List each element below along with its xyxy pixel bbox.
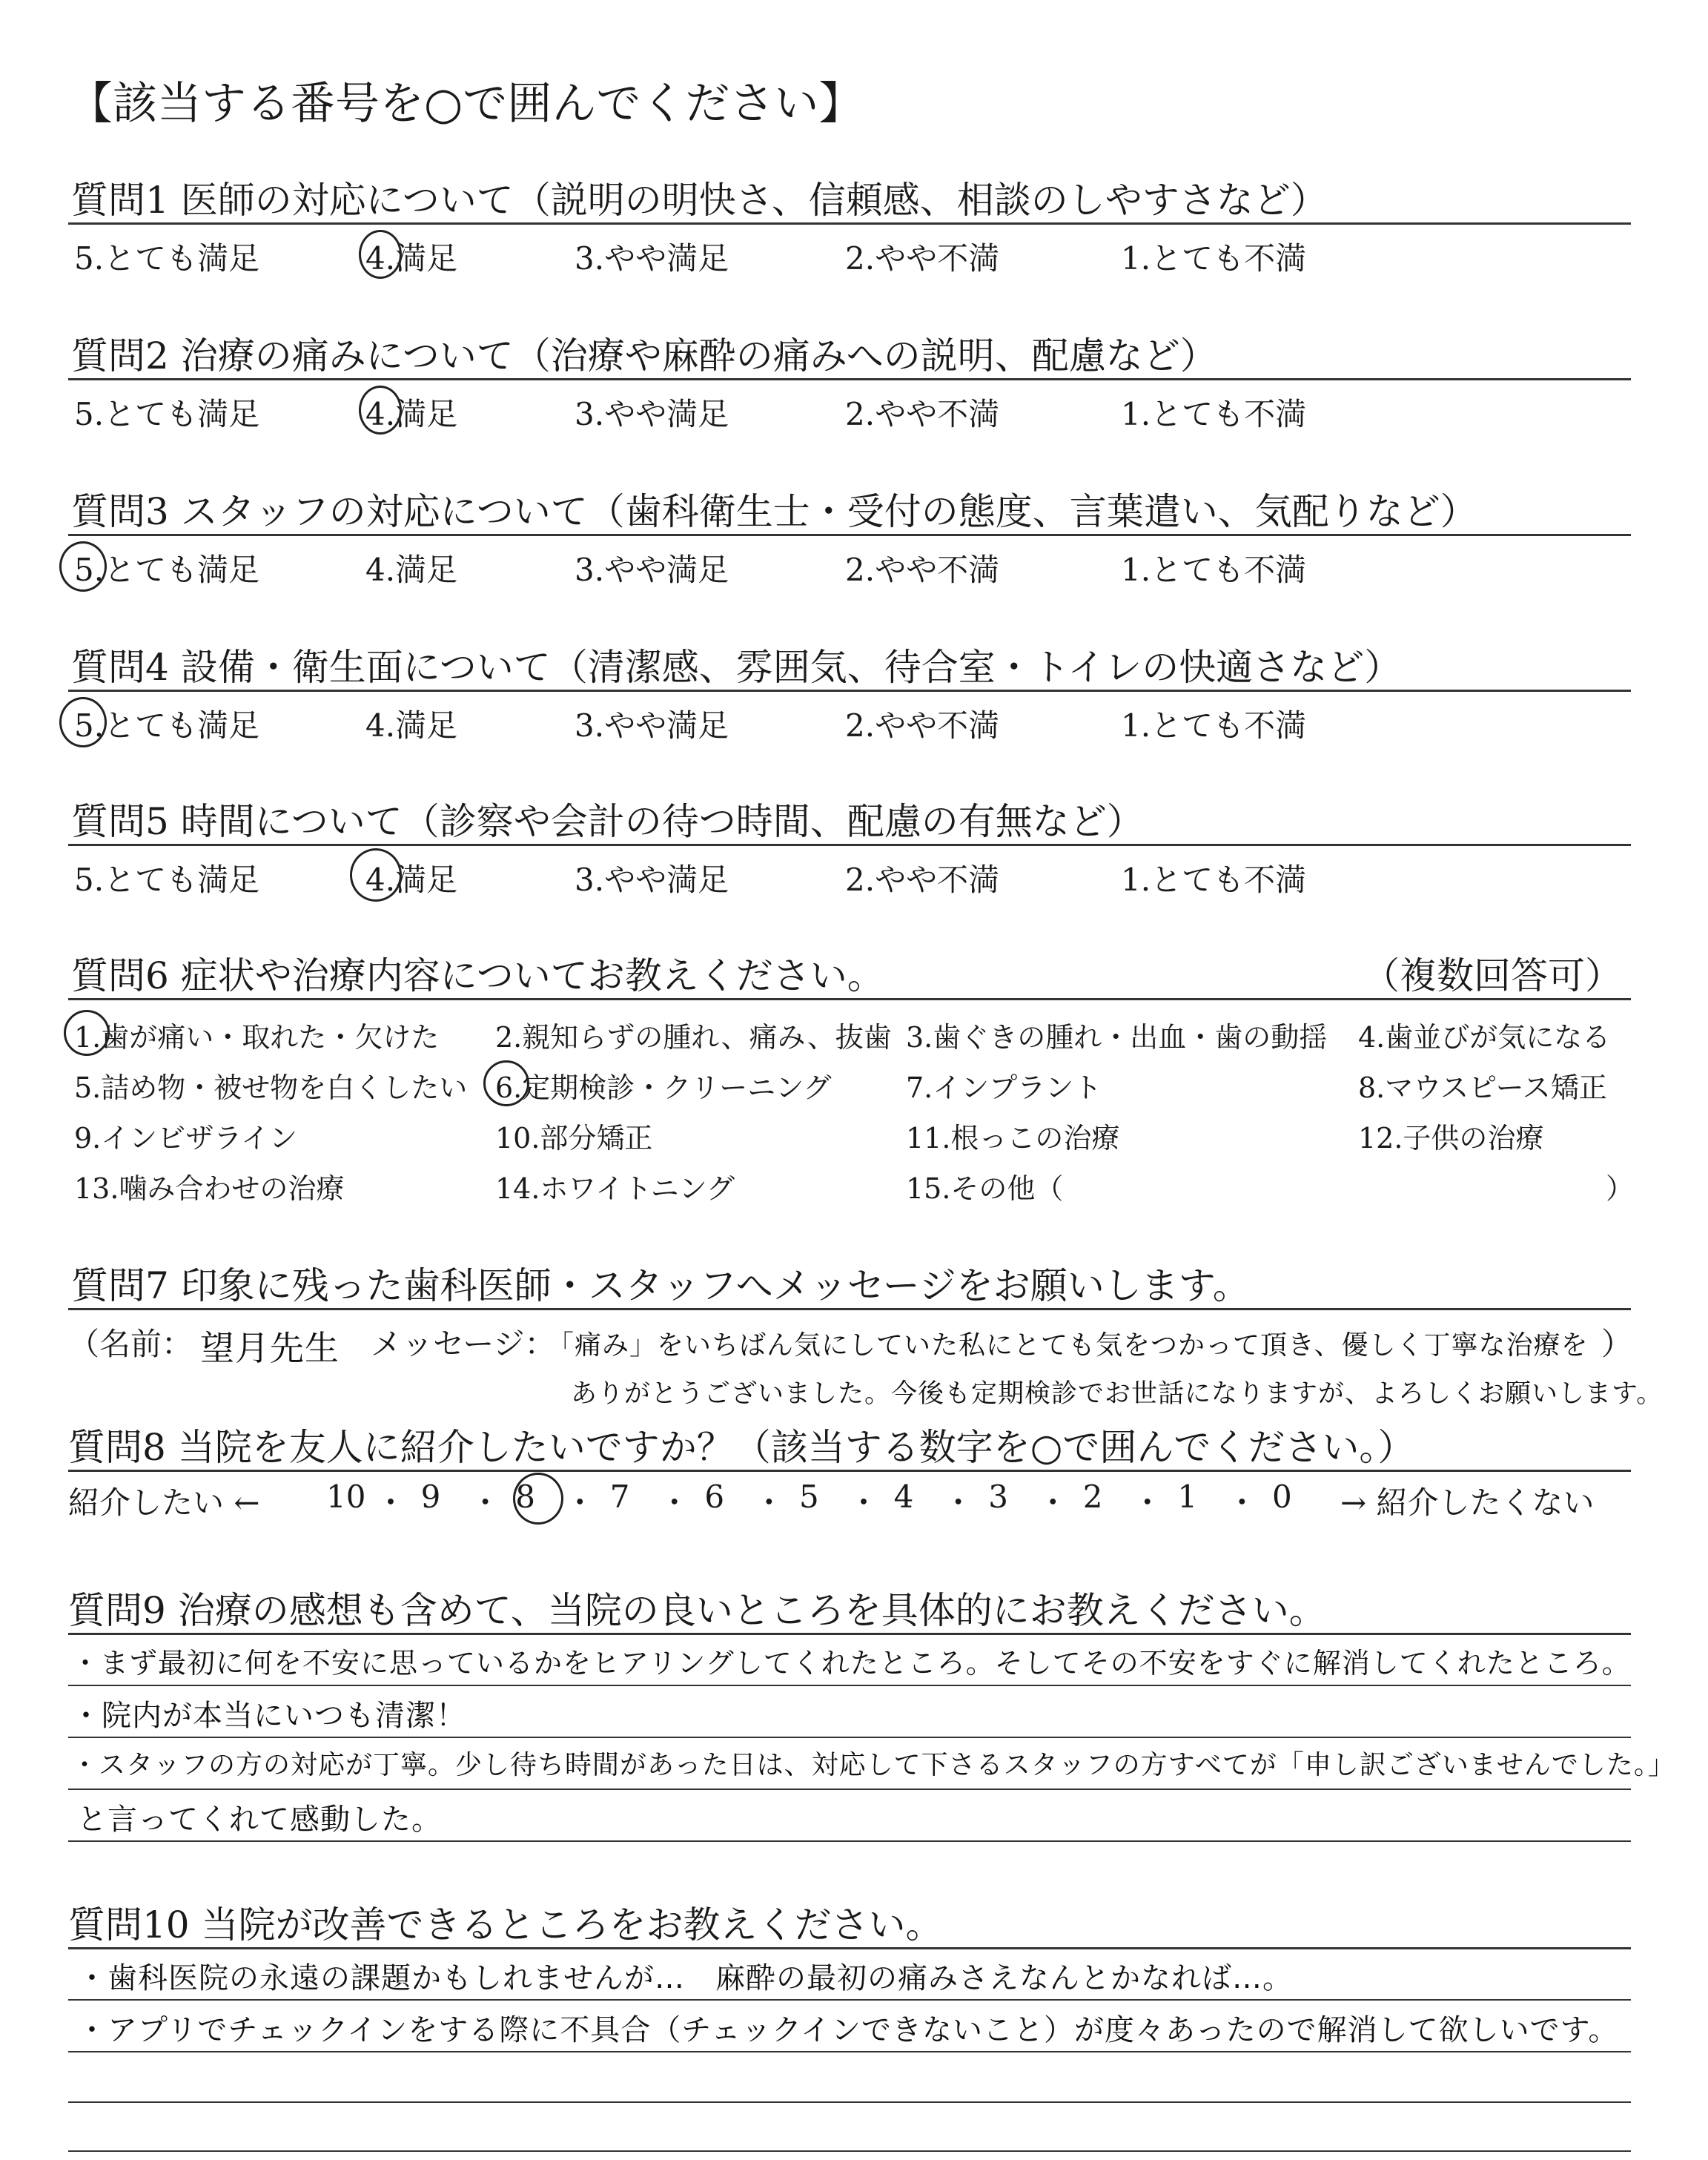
- q3-option-2[interactable]: 2.やや不満: [845, 552, 1000, 588]
- q6-option-11[interactable]: 11.根っこの治療: [906, 1122, 1120, 1155]
- q8-scale-separator: ・: [375, 1484, 407, 1521]
- q8-scale-separator: ・: [1131, 1484, 1163, 1521]
- q5-option-5[interactable]: 5.とても満足: [74, 862, 260, 898]
- q4-option-3[interactable]: 3.やや満足: [575, 707, 729, 744]
- q6-option-7[interactable]: 7.インプラント: [906, 1071, 1102, 1104]
- q3-option-4[interactable]: 4.満足: [365, 552, 458, 588]
- q7-close-paren: ）: [1601, 1326, 1633, 1362]
- question-9-rule-3: [68, 1737, 1631, 1738]
- q3-option-1[interactable]: 1.とても不満: [1121, 552, 1307, 588]
- q6-option-13[interactable]: 13.噛み合わせの治療: [74, 1172, 345, 1205]
- q8-scale-9[interactable]: 9: [420, 1479, 441, 1515]
- question-10-label: 質問10 当院が改善できるところをお教えください。: [68, 1903, 943, 1946]
- question-3-rule: [68, 534, 1631, 536]
- q3-option-3[interactable]: 3.やや満足: [575, 552, 729, 588]
- question-10-rule-2: [68, 1999, 1631, 2001]
- question-9-rule-1: [68, 1633, 1631, 1635]
- q10-answer-1[interactable]: ・歯科医院の永遠の課題かもしれませんが… 麻酔の最初の痛みさえなんとかなれば…。: [77, 1961, 1293, 1995]
- q8-scale-separator: ・: [753, 1484, 785, 1521]
- question-2-rule: [68, 378, 1631, 380]
- question-8-label: 質問8 当院を友人に紹介したいですか？（該当する数字を○で囲んでください。）: [68, 1426, 1415, 1469]
- q4-option-5[interactable]: 5.とても満足: [74, 707, 260, 744]
- q8-scale-7[interactable]: 7: [609, 1479, 630, 1515]
- q8-scale-10[interactable]: 10: [326, 1479, 366, 1515]
- q3-option-5[interactable]: 5.とても満足: [74, 552, 260, 588]
- q8-scale-separator: ・: [848, 1484, 880, 1521]
- question-10-rule-4: [68, 2101, 1631, 2103]
- question-9-label: 質問9 治療の感想も含めて、当院の良いところを具体的にお教えください。: [68, 1589, 1326, 1632]
- question-9-rule-2: [68, 1685, 1631, 1686]
- q8-scale-separator: ・: [1037, 1484, 1069, 1521]
- q8-scale-separator: ・: [469, 1484, 501, 1521]
- question-9-rule-5: [68, 1840, 1631, 1842]
- q6-option-10[interactable]: 10.部分矯正: [495, 1122, 653, 1155]
- question-8-rule: [68, 1470, 1631, 1472]
- q5-option-4[interactable]: 4.満足: [365, 862, 458, 898]
- q7-message-line-1[interactable]: 「痛み」をいちばん気にしていた私にとても気をつかって頂き、優しく丁寧な治療を: [547, 1330, 1589, 1361]
- q6-option-6[interactable]: 6.定期検診・クリーニング: [495, 1071, 832, 1104]
- q6-option-5[interactable]: 5.詰め物・被せ物を白くしたい: [74, 1071, 468, 1104]
- q6-option-1[interactable]: 1.歯が痛い・取れた・欠けた: [74, 1021, 440, 1054]
- q4-selected-circle: [59, 697, 107, 747]
- q2-option-2[interactable]: 2.やや不満: [845, 396, 1000, 432]
- question-1-rule: [68, 222, 1631, 225]
- q2-option-1[interactable]: 1.とても不満: [1121, 396, 1307, 432]
- question-5-label: 質問5 時間について（診察や会計の待つ時間、配慮の有無など）: [71, 800, 1144, 843]
- q1-option-4[interactable]: 4.満足: [365, 240, 458, 277]
- q2-selected-circle: [359, 386, 402, 435]
- q6-option-15-close: ）: [1606, 1172, 1635, 1205]
- question-1-label: 質問1 医師の対応について（説明の明快さ、信頼感、相談のしやすさなど）: [71, 179, 1328, 222]
- q5-option-1[interactable]: 1.とても不満: [1121, 862, 1307, 898]
- q8-right-label: → 紹介したくない: [1340, 1484, 1595, 1521]
- q6-option-2[interactable]: 2.親知らずの腫れ、痛み、抜歯: [495, 1021, 892, 1054]
- q9-answer-2[interactable]: ・院内が本当にいつも清潔！: [71, 1699, 466, 1733]
- q4-option-2[interactable]: 2.やや不満: [845, 707, 1000, 744]
- question-3-label: 質問3 スタッフの対応について（歯科衛生士・受付の態度、言葉遣い、気配りなど）: [71, 490, 1477, 533]
- page-title: 【該当する番号を○で囲んでください】: [68, 78, 864, 130]
- question-4-label: 質問4 設備・衛生面について（清潔感、雰囲気、待合室・トイレの快適さなど）: [71, 646, 1402, 689]
- q6-selected-circle-6: [483, 1060, 529, 1106]
- q8-scale-0[interactable]: 0: [1272, 1479, 1292, 1515]
- q6-option-12[interactable]: 12.子供の治療: [1358, 1122, 1544, 1155]
- q1-option-3[interactable]: 3.やや満足: [575, 240, 729, 277]
- q1-option-1[interactable]: 1.とても不満: [1121, 240, 1307, 277]
- q8-scale-4[interactable]: 4: [893, 1479, 914, 1515]
- question-7-label: 質問7 印象に残った歯科医師・スタッフへメッセージをお願いします。: [71, 1264, 1250, 1307]
- q1-option-5[interactable]: 5.とても満足: [74, 240, 260, 277]
- q6-option-8[interactable]: 8.マウスピース矯正: [1358, 1071, 1607, 1104]
- q4-option-1[interactable]: 1.とても不満: [1121, 707, 1307, 744]
- q8-scale-6[interactable]: 6: [704, 1479, 725, 1515]
- q2-option-3[interactable]: 3.やや満足: [575, 396, 729, 432]
- q8-left-label: 紹介したい ←: [68, 1484, 260, 1521]
- q8-scale-separator: ・: [564, 1484, 596, 1521]
- q5-selected-circle: [350, 848, 402, 902]
- q7-message-label: メッセージ：: [371, 1326, 556, 1362]
- q3-selected-circle: [59, 541, 107, 592]
- question-4-rule: [68, 690, 1631, 692]
- question-9-rule-4: [68, 1789, 1631, 1790]
- q8-scale-separator: ・: [942, 1484, 974, 1521]
- q8-scale-5[interactable]: 5: [799, 1479, 819, 1515]
- q8-scale-3[interactable]: 3: [988, 1479, 1008, 1515]
- q8-scale-separator: ・: [658, 1484, 690, 1521]
- q5-option-2[interactable]: 2.やや不満: [845, 862, 1000, 898]
- q2-option-4[interactable]: 4.満足: [365, 396, 458, 432]
- question-10-rule-5: [68, 2150, 1631, 2152]
- q8-scale-2[interactable]: 2: [1082, 1479, 1103, 1515]
- q8-scale-1[interactable]: 1: [1177, 1479, 1198, 1515]
- question-5-rule: [68, 844, 1631, 846]
- q6-option-9[interactable]: 9.インビザライン: [74, 1122, 298, 1155]
- q8-selected-circle: [513, 1473, 563, 1525]
- question-6-label: 質問6 症状や治療内容についてお教えください。: [71, 954, 884, 997]
- q10-answer-2[interactable]: ・アプリでチェックインをする際に不具合（チェックインできないこと）が度々あったので解消して欲しいです。: [77, 2013, 1619, 2047]
- q6-option-3[interactable]: 3.歯ぐきの腫れ・出血・歯の動揺: [906, 1021, 1328, 1054]
- q8-scale-8[interactable]: 8: [515, 1479, 535, 1515]
- q7-name-label: （名前：: [68, 1326, 193, 1362]
- question-6-rule: [68, 998, 1631, 1000]
- q8-scale-separator: ・: [1226, 1484, 1258, 1521]
- q6-option-15[interactable]: 15.その他（: [906, 1172, 1064, 1205]
- q7-message-line-2[interactable]: ありがとうございました。今後も定期検診でお世話になりますが、よろしくお願いします。: [571, 1379, 1664, 1409]
- question-10-rule-3: [68, 2051, 1631, 2052]
- question-10-rule-1: [68, 1947, 1631, 1949]
- q9-answer-4[interactable]: と言ってくれて感動した。: [77, 1803, 442, 1837]
- q2-option-5[interactable]: 5.とても満足: [74, 396, 260, 432]
- q9-answer-3[interactable]: ・スタッフの方の対応が丁寧。少し待ち時間があった日は、対応して下さるスタッフの方すべてが「申し訳ございませんでした。」: [71, 1750, 1675, 1780]
- q1-option-2[interactable]: 2.やや不満: [845, 240, 1000, 277]
- q7-name-value[interactable]: 望月先生: [200, 1328, 340, 1368]
- q6-option-4[interactable]: 4.歯並びが気になる: [1358, 1021, 1611, 1054]
- q6-selected-circle-1: [64, 1010, 110, 1056]
- q5-option-3[interactable]: 3.やや満足: [575, 862, 729, 898]
- q1-selected-circle: [359, 230, 402, 279]
- q4-option-4[interactable]: 4.満足: [365, 707, 458, 744]
- question-6-note: （複数回答可）: [1363, 954, 1622, 997]
- question-7-rule: [68, 1308, 1631, 1310]
- question-2-label: 質問2 治療の痛みについて（治療や麻酔の痛みへの説明、配慮など）: [71, 334, 1217, 377]
- q6-option-14[interactable]: 14.ホワイトニング: [495, 1172, 735, 1205]
- q9-answer-1[interactable]: ・まず最初に何を不安に思っているかをヒアリングしてくれたところ。そしてその不安をすぐに解消してくれたところ。: [71, 1647, 1631, 1680]
